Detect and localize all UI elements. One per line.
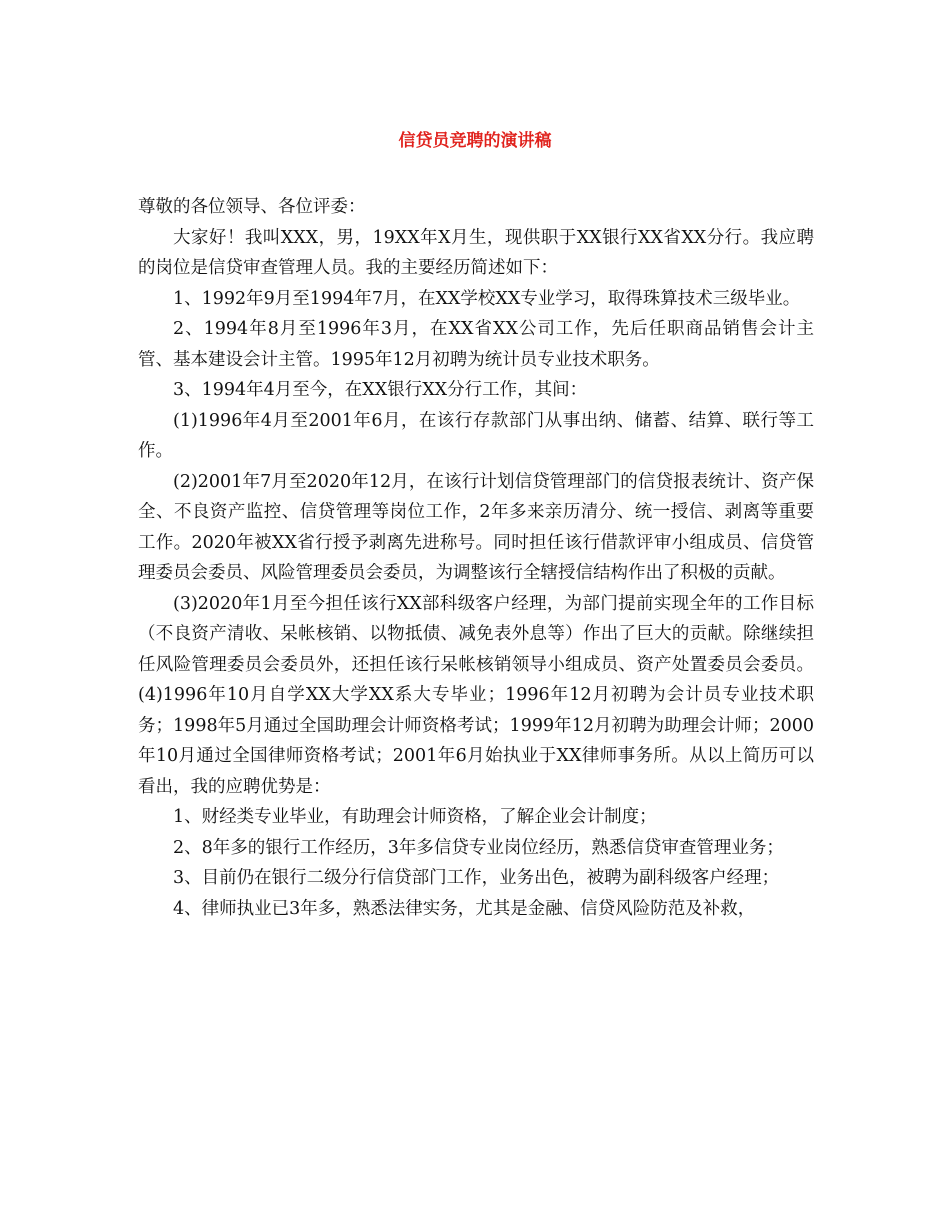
paragraph: 1、1992年9月至1994年7月，在XX学校XX专业学习，取得珠算技术三级毕业。 (173, 288, 801, 309)
paragraph: (3)2020年1月至今担任该行XX部科级客户经理，为部门提前实现全年的工作目标（不良资产清收、呆帐核销、以物抵债、减免表外息等）作出了巨大的贡献。除继续担任风险管理委员会委员外，还担任该行呆帐核销领导小组成员、资产处置委员会委员。(4)1996年10月自学XX大学XX系大专毕业；1996年12月初聘为会计员专业技术职务；1998年5月通过全国助理会计师资格考试；1999年12月初聘为助理会计师；2000年10月通过全国律师资格考试；2001年6月始执业于XX律师事务所。从以上简历可以看出，我的应聘优势是： (138, 593, 814, 797)
paragraph: (1)1996年4月至2001年6月，在该行存款部门从事出纳、储蓄、结算、联行等工作。 (138, 410, 814, 461)
paragraph: 大家好！我叫XXX，男，19XX年X月生，现供职于XX银行XX省XX分行。我应聘的岗位是信贷审查管理人员。我的主要经历简述如下： (138, 227, 814, 278)
salutation: 尊敬的各位领导、各位评委： (138, 197, 366, 217)
paragraph: 3、目前仍在银行二级分行信贷部门工作，业务出色，被聘为副科级客户经理； (173, 868, 780, 888)
paragraph: 2、1994年8月至1996年3月，在XX省XX公司工作，先后任职商品销售会计主管、基本建设会计主管。1995年12月初聘为统计员专业技术职务。 (138, 319, 814, 370)
document-title: 信贷员竞聘的演讲稿 (398, 131, 552, 151)
paragraph: 2、8年多的银行工作经历，3年多信贷专业岗位经历，熟悉信贷审查管理业务； (173, 837, 784, 858)
paragraph: 4、律师执业已3年多，熟悉法律实务，尤其是金融、信贷风险防范及补救， (173, 898, 756, 919)
paragraph: (2)2001年7月至2020年12月，在该行计划信贷管理部门的信贷报表统计、资产保全、不良资产监控、信贷管理等岗位工作，2年多来亲历清分、统一授信、剥离等重要工作。2020年被XX省行授予剥离先进称号。同时担任该行借款评审小组成员、信贷管理委员会委员、风险管理委员会委员，为调整该行全辖授信结构作出了积极的贡献。 (138, 471, 814, 583)
paragraph: 1、财经类专业毕业，有助理会计师资格，了解企业会计制度； (173, 807, 657, 827)
paragraph: 3、1994年4月至今，在XX银行XX分行工作，其间： (173, 380, 588, 400)
document-body (138, 192, 814, 924)
